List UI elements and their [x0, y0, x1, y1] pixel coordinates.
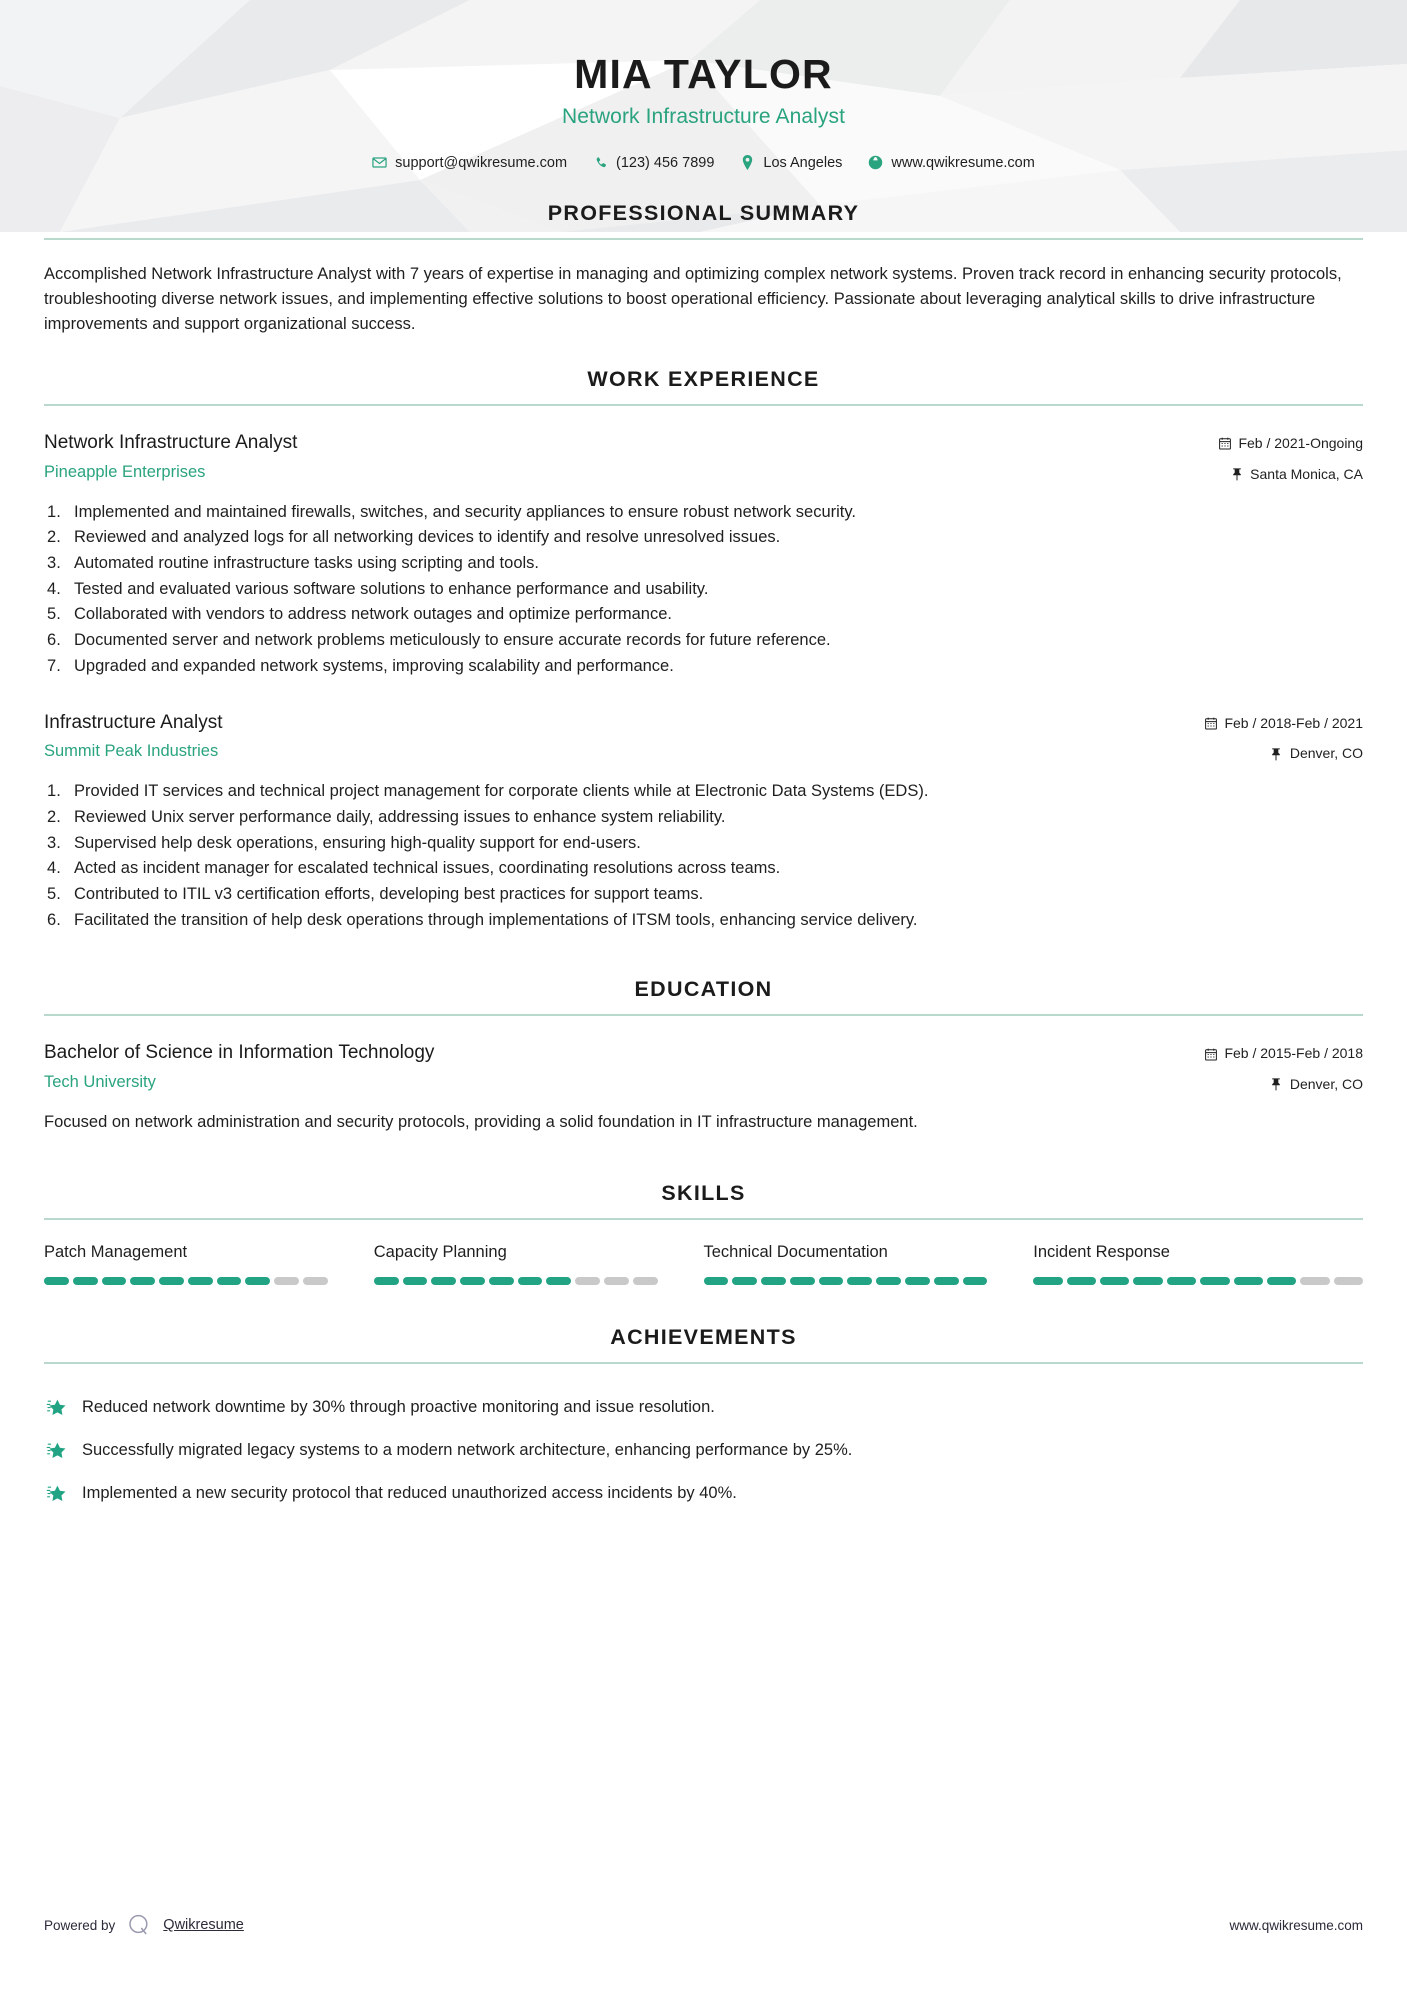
calendar-icon — [1218, 437, 1231, 450]
section-skills — [44, 1181, 1363, 1284]
bullet-item: Supervised help desk operations, ensuring high-quality support for end-users. — [74, 833, 641, 852]
achievement-item — [44, 1472, 1363, 1515]
work-entry-location — [1218, 464, 1363, 486]
work-entry-location-value: Santa Monica, CA — [1250, 465, 1363, 482]
bullet-item: Tested and evaluated various software solutions to enhance performance and usability. — [74, 579, 709, 598]
bullet-item: Documented server and network problems meticulously to ensure accurate records for future reference. — [74, 631, 831, 650]
skill-segment — [1234, 1277, 1263, 1285]
footer-website-url[interactable]: www.qwikresume.com — [1229, 1917, 1363, 1933]
skill-segment — [963, 1277, 988, 1285]
work-entry — [44, 430, 1363, 680]
skill-segment — [489, 1277, 514, 1285]
section-divider — [44, 1362, 1363, 1364]
work-entry-date — [1218, 433, 1363, 455]
work-entry-date — [1204, 713, 1363, 735]
section-divider — [44, 238, 1363, 240]
skill-item — [704, 1242, 1034, 1284]
candidate-job-title: Network Infrastructure Analyst — [561, 104, 846, 128]
education-entry-header — [44, 1040, 1363, 1095]
bullet-item: Acted as incident manager for escalated technical issues, coordinating resolutions across teams. — [74, 859, 781, 878]
bullet-item: Implemented and maintained firewalls, switches, and security appliances to ensure robust network security. — [74, 502, 856, 521]
globe-icon — [868, 155, 883, 170]
skill-segment — [761, 1277, 786, 1285]
map-pin-icon — [740, 155, 755, 170]
pin-icon — [1270, 1078, 1283, 1091]
education-entry — [44, 1040, 1363, 1135]
skill-segment — [905, 1277, 930, 1285]
section-title-skills: SKILLS — [661, 1181, 746, 1206]
contact-website-value: www.qwikresume.com — [891, 154, 1035, 171]
qwikresume-logo-icon — [126, 1912, 152, 1938]
education-location-value: Denver, CO — [1289, 1076, 1363, 1093]
work-entry-date-value: Feb / 2021-Ongoing — [1238, 435, 1363, 452]
skill-segment — [188, 1277, 213, 1285]
skill-name: Technical Documentation — [703, 1243, 888, 1262]
skill-segment — [403, 1277, 428, 1285]
skill-segment — [73, 1277, 98, 1285]
skill-segment — [159, 1277, 184, 1285]
education-degree: Bachelor of Science in Information Technology — [44, 1042, 435, 1064]
skill-segment — [1200, 1277, 1229, 1285]
section-divider — [44, 1218, 1363, 1220]
bullet-item: Facilitated the transition of help desk operations through implementations of ITSM tools, enhancing service delivery. — [74, 910, 918, 929]
work-entry-role: Infrastructure Analyst — [44, 711, 223, 733]
skill-level-bar — [704, 1277, 988, 1285]
skill-segment — [374, 1277, 399, 1285]
skill-segment — [575, 1277, 600, 1285]
skill-segment — [1300, 1277, 1329, 1285]
skill-segment — [245, 1277, 270, 1285]
skill-segment — [1133, 1277, 1162, 1285]
skill-segment — [847, 1277, 872, 1285]
skill-segment — [1100, 1277, 1129, 1285]
contact-row — [0, 155, 1407, 171]
section-work-experience — [44, 367, 1363, 933]
skill-segment — [1267, 1277, 1296, 1285]
calendar-icon — [1204, 717, 1217, 730]
achievement-text: Successfully migrated legacy systems to a modern network architecture, enhancing performance by 25%. — [82, 1440, 853, 1459]
bullet-item: Provided IT services and technical project management for corporate clients while at Electronic Data Systems (EDS). — [74, 782, 929, 801]
bullet-item: Collaborated with vendors to address network outages and optimize performance. — [74, 605, 672, 624]
skill-segment — [102, 1277, 127, 1285]
pin-icon — [1270, 748, 1283, 761]
skill-segment — [790, 1277, 815, 1285]
work-entry-role: Network Infrastructure Analyst — [44, 432, 298, 454]
powered-by-label: Powered by — [44, 1917, 116, 1933]
bullet-item: Upgraded and expanded network systems, improving scalability and performance. — [74, 656, 674, 675]
contact-location-value: Los Angeles — [763, 154, 843, 171]
resume-header — [0, 0, 1407, 171]
skill-segment — [1334, 1277, 1363, 1285]
work-entry-location-value: Denver, CO — [1289, 745, 1363, 762]
bullet-item: Reviewed and analyzed logs for all networking devices to identify and resolve unresolved issues. — [74, 528, 781, 547]
work-entry-company: Summit Peak Industries — [44, 742, 219, 761]
skill-segment — [44, 1277, 69, 1285]
work-entry-bullets — [44, 779, 1363, 933]
professional-summary-text: Accomplished Network Infrastructure Analyst with 7 years of expertise in managing and optimizing complex network systems. Proven track record in enhancing security protocols, troubleshooting diverse network issues, and implementing effective solutions to boost operational efficiency. Passionate about leveraging analytical skills to drive infrastructure improvements and support organizational success. — [44, 264, 1342, 334]
skill-segment — [934, 1277, 959, 1285]
skill-segment — [217, 1277, 242, 1285]
skill-segment — [819, 1277, 844, 1285]
skill-segment — [876, 1277, 901, 1285]
bullet-item: Reviewed Unix server performance daily, addressing issues to enhance system reliability. — [74, 807, 726, 826]
skill-segment — [704, 1277, 729, 1285]
footer-branding — [44, 1912, 244, 1938]
skill-segment — [460, 1277, 485, 1285]
star-icon — [44, 1439, 68, 1463]
skill-segment — [1033, 1277, 1062, 1285]
skill-item — [374, 1242, 704, 1284]
contact-location — [727, 155, 855, 171]
section-education — [44, 977, 1363, 1135]
skill-segment — [274, 1277, 299, 1285]
education-description: Focused on network administration and security protocols, providing a solid foundation in IT infrastructure management. — [44, 1112, 918, 1131]
education-school: Tech University — [44, 1073, 156, 1092]
page-footer — [44, 1912, 1363, 1938]
skill-segment — [518, 1277, 543, 1285]
education-date-value: Feb / 2015-Feb / 2018 — [1224, 1045, 1363, 1062]
pin-icon — [1230, 468, 1243, 481]
skill-segment — [1067, 1277, 1096, 1285]
skill-item — [1033, 1242, 1363, 1284]
skill-segment — [130, 1277, 155, 1285]
achievement-text: Implemented a new security protocol that reduced unauthorized access incidents by 40%. — [82, 1483, 737, 1502]
skill-segment — [1167, 1277, 1196, 1285]
contact-website[interactable] — [855, 155, 1047, 171]
section-divider — [44, 1014, 1363, 1016]
work-entry-header — [44, 710, 1363, 765]
star-icon — [44, 1482, 68, 1506]
work-entry-company: Pineapple Enterprises — [44, 462, 206, 481]
section-achievements — [44, 1325, 1363, 1515]
skills-grid — [44, 1242, 1363, 1284]
contact-phone-value: (123) 456 7899 — [616, 154, 715, 171]
section-title-education: EDUCATION — [634, 977, 773, 1002]
skill-level-bar — [374, 1277, 658, 1285]
achievements-list — [44, 1386, 1363, 1515]
skill-name: Incident Response — [1033, 1243, 1170, 1262]
star-icon — [44, 1396, 68, 1420]
section-title-professional-summary: PROFESSIONAL SUMMARY — [547, 200, 860, 225]
skill-segment — [431, 1277, 456, 1285]
section-title-work-experience: WORK EXPERIENCE — [587, 367, 820, 392]
work-entry-date-value: Feb / 2018-Feb / 2021 — [1224, 714, 1363, 731]
section-title-achievements: ACHIEVEMENTS — [610, 1324, 797, 1349]
skill-level-bar — [1033, 1277, 1363, 1285]
calendar-icon — [1204, 1048, 1217, 1061]
candidate-name: MIA TAYLOR — [574, 51, 833, 97]
work-entry — [44, 710, 1363, 934]
work-entry-header — [44, 430, 1363, 485]
education-date — [1204, 1043, 1363, 1065]
achievement-item — [44, 1429, 1363, 1472]
achievement-item — [44, 1386, 1363, 1429]
bullet-item: Contributed to ITIL v3 certification efforts, developing best practices for support teams. — [74, 884, 704, 903]
skill-item — [44, 1242, 374, 1284]
contact-phone[interactable] — [580, 155, 727, 171]
qwikresume-brand-link[interactable]: Qwikresume — [163, 1917, 244, 1933]
education-location — [1204, 1074, 1363, 1096]
phone-icon — [593, 155, 608, 170]
contact-email-value: support@qwikresume.com — [395, 154, 568, 171]
skill-name: Capacity Planning — [373, 1243, 507, 1262]
section-professional-summary — [44, 201, 1363, 337]
skill-segment — [732, 1277, 757, 1285]
work-entry-bullets — [44, 500, 1363, 680]
skill-segment — [546, 1277, 571, 1285]
achievement-text: Reduced network downtime by 30% through proactive monitoring and issue resolution. — [82, 1397, 715, 1416]
envelope-icon — [372, 155, 387, 170]
skill-segment — [633, 1277, 658, 1285]
skill-name: Patch Management — [44, 1243, 188, 1262]
skill-segment — [604, 1277, 629, 1285]
skill-level-bar — [44, 1277, 328, 1285]
skill-segment — [303, 1277, 328, 1285]
section-divider — [44, 404, 1363, 406]
bullet-item: Automated routine infrastructure tasks using scripting and tools. — [74, 553, 539, 572]
work-entry-location — [1204, 743, 1363, 765]
contact-email[interactable] — [359, 155, 580, 171]
